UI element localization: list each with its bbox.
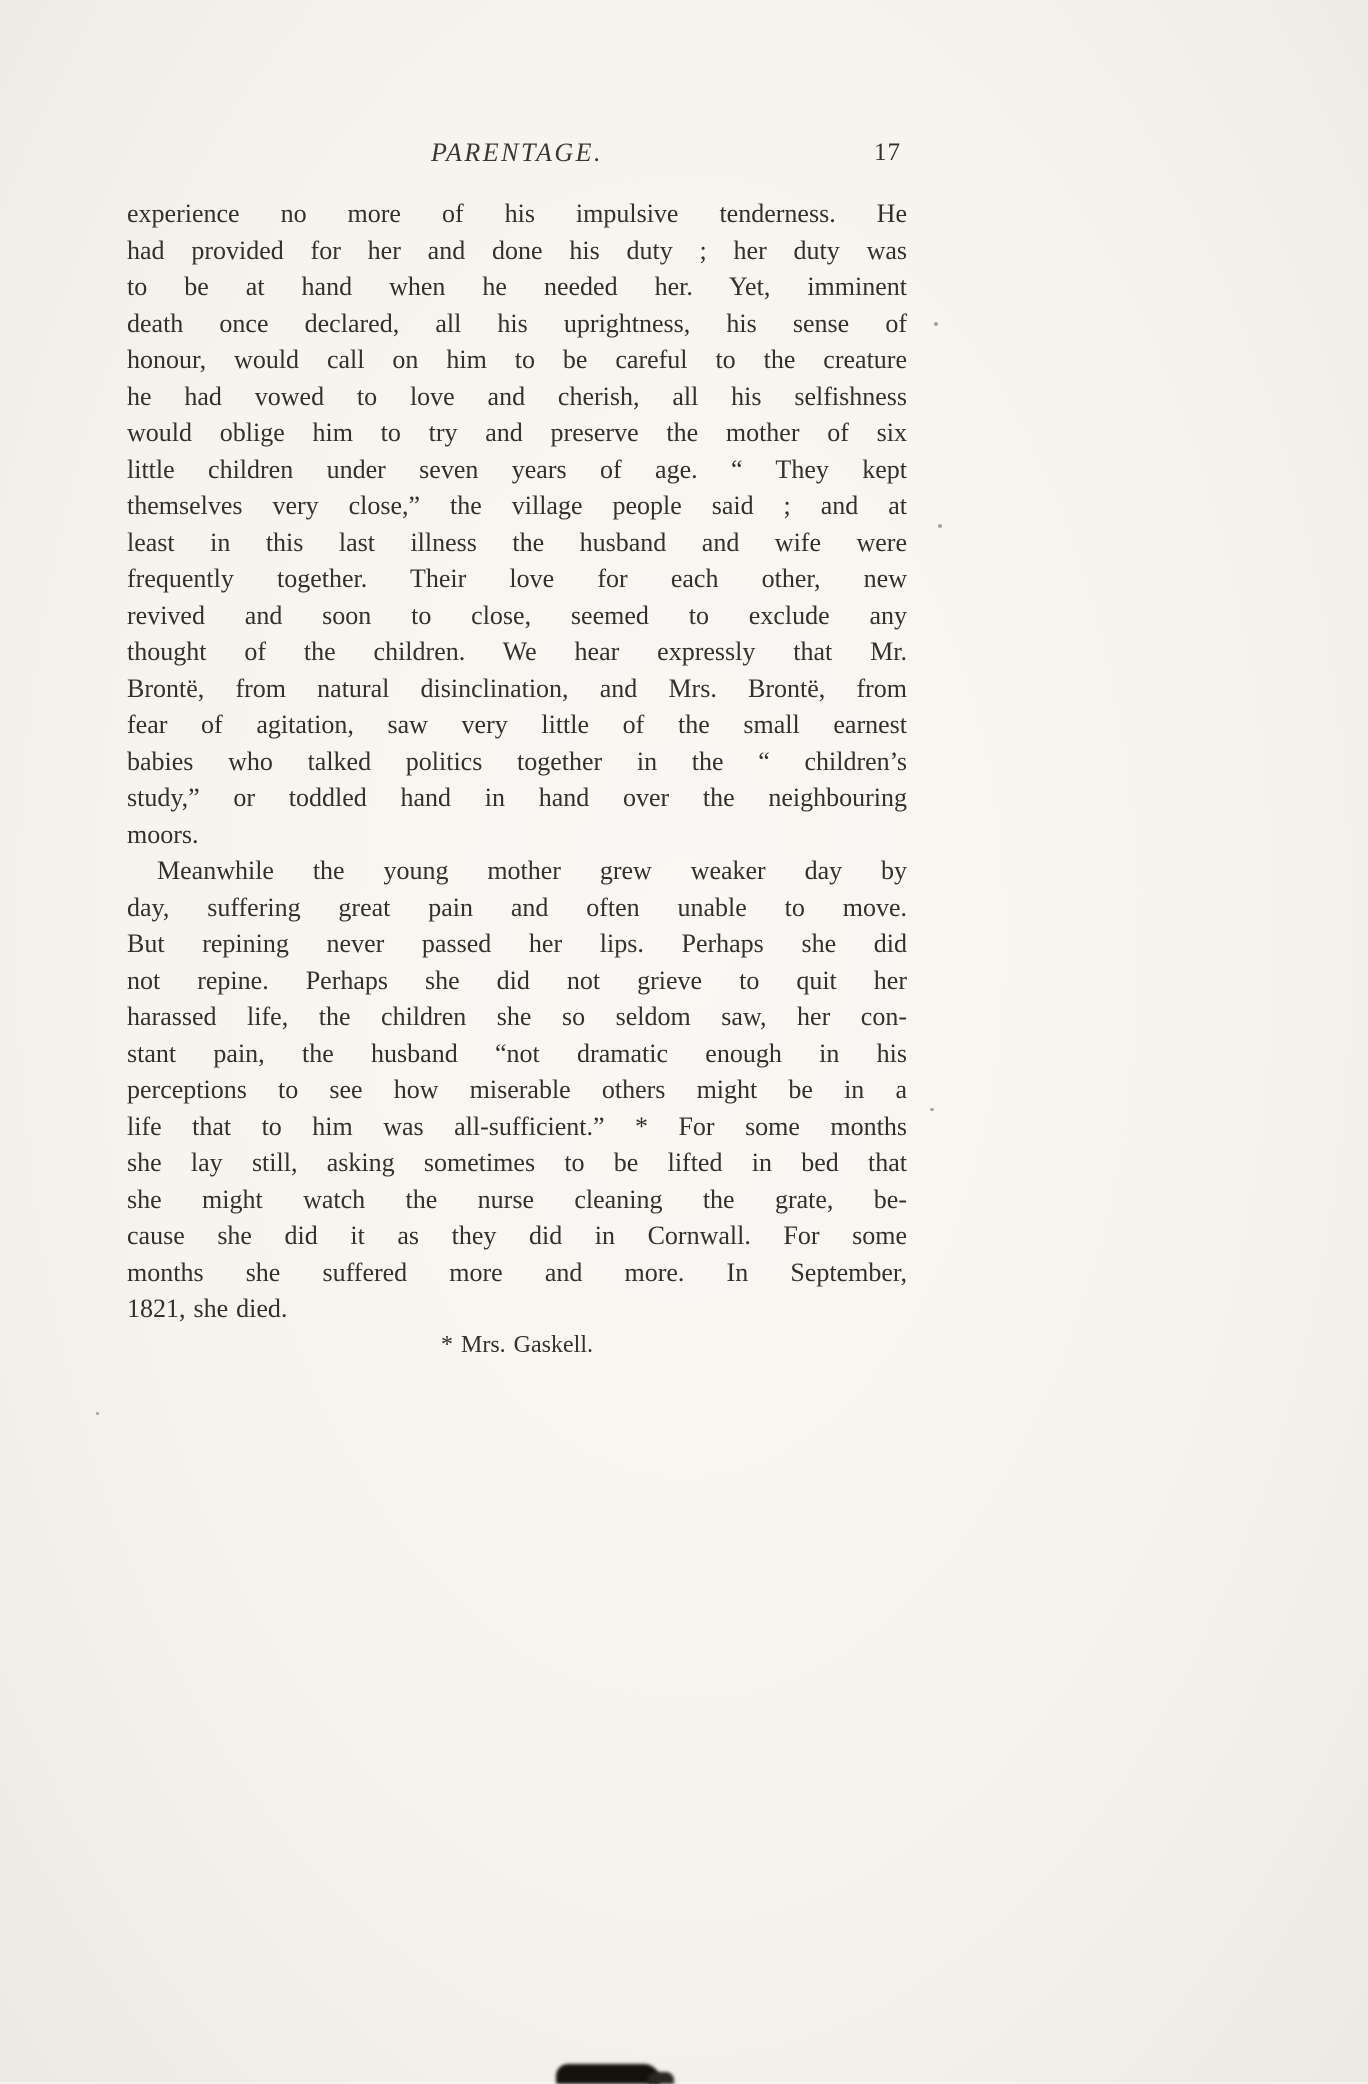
text-line: Brontë, from natural disinclination, and Mrs. Brontë, from <box>127 673 907 703</box>
text-line: death once declared, all his uprightness, his sense of <box>127 308 907 338</box>
text-line: themselves very close,” the village people said ; and at <box>127 491 907 520</box>
scan-artifact-smudge <box>556 2064 660 2084</box>
text-line: months she suffered more and more. In September, <box>127 1257 907 1287</box>
text-line: little children under seven years of age. “ They kept <box>127 454 907 484</box>
text-line: thought of the children. We hear expressly that Mr. <box>127 637 907 666</box>
text-line: harassed life, the children she so seldom saw, her con- <box>127 1002 907 1031</box>
scan-speck <box>930 1108 934 1111</box>
text-line: least in this last illness the husband and wife were <box>127 527 907 557</box>
paragraph <box>127 196 907 853</box>
text-line: not repine. Perhaps she did not grieve to quit her <box>127 965 907 995</box>
paragraph <box>127 853 907 1328</box>
text-line: would oblige him to try and preserve the mother of six <box>127 418 907 447</box>
text-line: babies who talked politics together in the “ children’s <box>127 746 907 776</box>
text-line: she might watch the nurse cleaning the grate, be- <box>127 1184 907 1214</box>
text-line: cause she did it as they did in Cornwall. For some <box>127 1221 907 1250</box>
text-line: Meanwhile the young mother grew weaker day by <box>157 856 907 885</box>
text-line: stant pain, the husband “not dramatic enough in his <box>127 1038 907 1068</box>
text-line: study,” or toddled hand in hand over the neighbouring <box>127 783 907 812</box>
text-line: she lay still, asking sometimes to be lifted in bed that <box>127 1148 907 1177</box>
scan-speck <box>938 524 942 528</box>
text-line: But repining never passed her lips. Perhaps she did <box>127 929 907 958</box>
scan-speck <box>96 1412 99 1415</box>
footnote: * Mrs. Gaskell. <box>441 1332 593 1358</box>
running-title: PARENTAGE. <box>430 138 604 167</box>
text-line: to be at hand when he needed her. Yet, imminent <box>127 272 907 301</box>
text-line: day, suffering great pain and often unable to move. <box>127 892 907 922</box>
text-line: perceptions to see how miserable others might be in a <box>127 1075 907 1104</box>
text-line: life that to him was all-sufficient.” * For some months <box>127 1111 907 1141</box>
text-line: he had vowed to love and cherish, all his selfishness <box>127 381 907 411</box>
text-line: fear of agitation, saw very little of the small earnest <box>127 710 907 739</box>
scan-speck <box>934 322 938 326</box>
text-line: had provided for her and done his duty ; her duty was <box>127 235 907 265</box>
page-header <box>127 138 907 178</box>
text-line: honour, would call on him to be careful to the creature <box>127 345 907 374</box>
body-text <box>127 196 907 1328</box>
text-line: revived and soon to close, seemed to exclude any <box>127 600 907 630</box>
text-line: moors. <box>127 819 199 849</box>
text-line: 1821, she died. <box>127 1294 288 1323</box>
scan-artifact-smudge-small <box>648 2072 674 2084</box>
page-number: 17 <box>874 139 901 166</box>
text-line: experience no more of his impulsive tenderness. He <box>127 199 907 228</box>
text-line: frequently together. Their love for each other, new <box>127 564 907 593</box>
